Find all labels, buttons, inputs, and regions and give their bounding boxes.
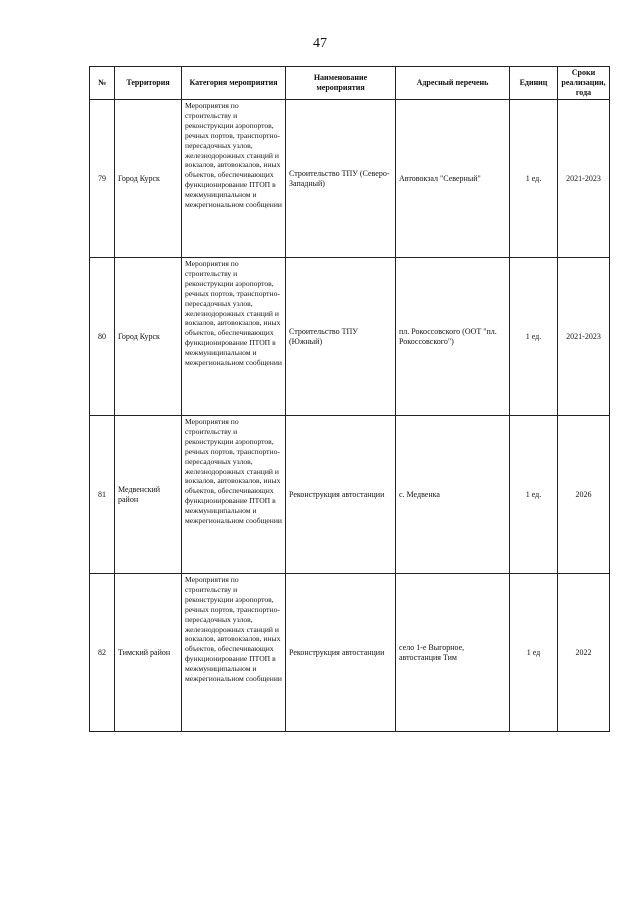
cell-num: 80 xyxy=(90,258,115,416)
header-territory: Территория xyxy=(115,67,182,100)
page-number: 47 xyxy=(313,36,327,51)
cell-address: пл. Рокоссовского (ООТ "пл. Рокоссовского") xyxy=(396,258,510,416)
header-category: Категория мероприятия xyxy=(182,67,286,100)
table-row xyxy=(90,258,610,416)
cell-terms: 2026 xyxy=(558,416,610,574)
table-row xyxy=(90,100,610,258)
cell-terms: 2021-2023 xyxy=(558,100,610,258)
cell-territory: Медвенский район xyxy=(115,416,182,574)
header-address: Адресный перечень xyxy=(396,67,510,100)
cell-units: 1 ед xyxy=(510,574,558,732)
cell-terms: 2021-2023 xyxy=(558,258,610,416)
table-row xyxy=(90,416,610,574)
table-header-row xyxy=(90,67,610,100)
events-table xyxy=(89,66,610,732)
cell-num: 81 xyxy=(90,416,115,574)
cell-name: Строительство ТПУ (Северо-Западный) xyxy=(286,100,396,258)
header-num: № xyxy=(90,67,115,100)
cell-units: 1 ед. xyxy=(510,416,558,574)
cell-category: Мероприятия по строительству и реконструкции аэропортов, речных портов, транспортно-пересадочных узлов, железнодорожных станций и вокзалов, автовокзалов, иных объектов, обеспечивающих функционирование ПТОП в межмуниципальном и межрегиональном сообщении xyxy=(182,574,286,732)
cell-territory: Город Курск xyxy=(115,100,182,258)
cell-territory: Тимский район xyxy=(115,574,182,732)
cell-name: Реконструкция автостанции xyxy=(286,574,396,732)
cell-address: Автовокзал "Северный" xyxy=(396,100,510,258)
cell-address: с. Медвенка xyxy=(396,416,510,574)
cell-num: 82 xyxy=(90,574,115,732)
cell-name: Строительство ТПУ (Южный) xyxy=(286,258,396,416)
cell-num: 79 xyxy=(90,100,115,258)
cell-category: Мероприятия по строительству и реконструкции аэропортов, речных портов, транспортно-пересадочных узлов, железнодорожных станций и вокзалов, автовокзалов, иных объектов, обеспечивающих функционирование ПТОП в межмуниципальном и межрегиональном сообщении xyxy=(182,100,286,258)
cell-units: 1 ед. xyxy=(510,100,558,258)
table-row xyxy=(90,574,610,732)
cell-category: Мероприятия по строительству и реконструкции аэропортов, речных портов, транспортно-пересадочных узлов, железнодорожных станций и вокзалов, автовокзалов, иных объектов, обеспечивающих функционирование ПТОП в межмуниципальном и межрегиональном сообщении xyxy=(182,258,286,416)
header-units: Единиц xyxy=(510,67,558,100)
cell-name: Реконструкция автостанции xyxy=(286,416,396,574)
header-terms: Сроки реализации, года xyxy=(558,67,610,100)
cell-terms: 2022 xyxy=(558,574,610,732)
cell-category: Мероприятия по строительству и реконструкции аэропортов, речных портов, транспортно-пересадочных узлов, железнодорожных станций и вокзалов, автовокзалов, иных объектов, обеспечивающих функционирование ПТОП в межмуниципальном и межрегиональном сообщении xyxy=(182,416,286,574)
cell-units: 1 ед. xyxy=(510,258,558,416)
cell-address: село 1-е Выгорное, автостанция Тим xyxy=(396,574,510,732)
cell-territory: Город Курск xyxy=(115,258,182,416)
header-name: Наименование мероприятия xyxy=(286,67,396,100)
